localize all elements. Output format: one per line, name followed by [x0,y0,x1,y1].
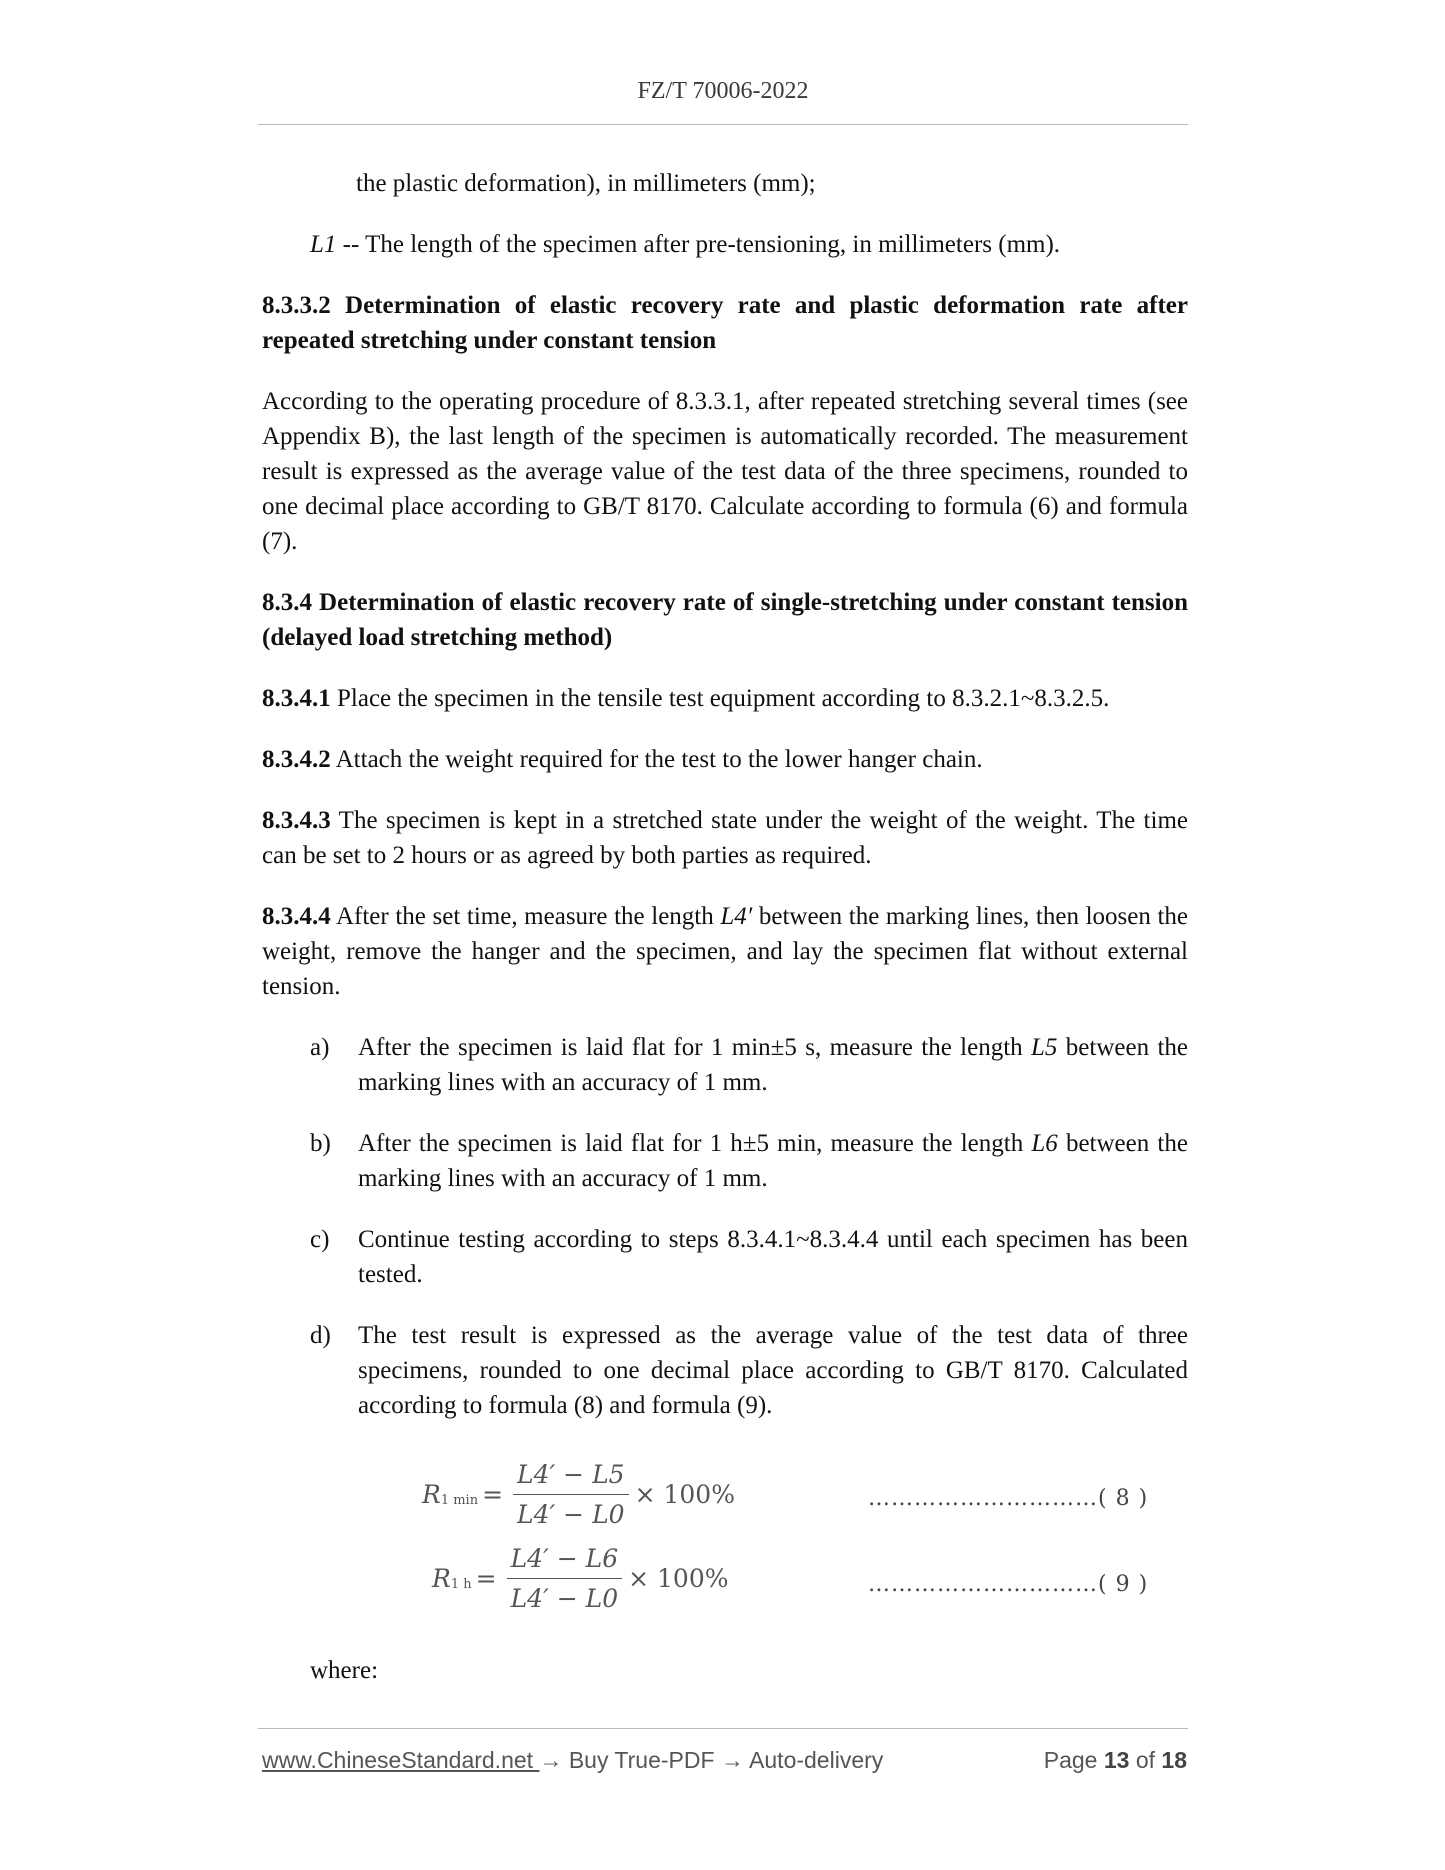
leader-dots: ………………………… [868,1486,1098,1511]
formula-lhs: R [422,1480,441,1509]
list-text: The test result is expressed as the average value of the test data of three specimens, rounded to one decimal place according to GB/T 8170. Calculated according to formula (8) and formula (9). [358,1322,1188,1419]
fraction [513,1457,629,1532]
formula-lhs-subscript: 1 min [440,1493,479,1508]
list-marker: a) [310,1034,330,1061]
formula-9 [432,1541,728,1616]
delivery-text: Auto-delivery [743,1747,884,1773]
equals-sign: = [482,1480,504,1509]
numerator: L4′ − L6 [507,1541,623,1579]
arrow-right-icon: → [720,1747,744,1773]
heading-8-3-4: 8.3.4 Determination of elastic recovery rate of single-stretching under constant tension (delayed load stretching method) [262,589,1188,651]
formula-block [262,1449,1188,1639]
l5-symbol: L5 [1031,1034,1058,1061]
formula-number: ( 8 ) [1098,1486,1149,1511]
multiplier: × 100% [628,1564,729,1593]
denominator: L4′ − L0 [517,1500,625,1529]
numerator: L4′ − L5 [513,1457,629,1495]
multiplier: × 100% [634,1480,735,1509]
buy-text: Buy True-PDF [562,1747,721,1773]
page-word: Page [1043,1747,1104,1773]
where-label: where: [310,1657,379,1684]
clause-number: 8.3.4.2 [262,746,331,773]
page-indicator [1044,1747,1187,1774]
footer-promo [262,1747,883,1774]
continuation-line: the plastic deformation), in millimeters (mm); [356,170,816,197]
formula-lhs-subscript: 1 h [450,1577,472,1592]
clause-text: Place the specimen in the tensile test equipment according to 8.3.2.1~8.3.2.5. [330,685,1110,712]
arrow-right-icon: → [539,1747,563,1773]
formula-8-leader [868,1481,1148,1516]
clause-8-3-4-2 [262,742,1188,777]
list-item [262,1222,1188,1292]
l1-symbol: L1 [310,231,337,258]
equals-sign: = [475,1564,497,1593]
list-text: between the marking lines with an accuracy of 1 mm. [358,1034,1188,1096]
formula-number: ( 9 ) [1098,1572,1149,1597]
page-content [262,166,1188,1639]
of-word: of [1129,1747,1162,1773]
list-marker: d) [310,1322,331,1349]
formula-lhs: R [432,1564,451,1593]
fraction [507,1541,623,1616]
list-text: After the specimen is laid flat for 1 min±5 s, measure the length [358,1034,1032,1061]
clause-text: The specimen is kept in a stretched state under the weight of the weight. The time can be set to 2 hours or as agreed by both parties as required. [262,807,1188,869]
l1-definition [262,227,1188,262]
denominator: L4′ − L0 [510,1584,619,1613]
l6-symbol: L6 [1031,1130,1058,1157]
clause-8-3-4-4 [262,899,1188,1004]
clause-number: 8.3.4.3 [262,807,331,834]
list-item [262,1126,1188,1196]
header-divider [258,124,1188,125]
clause-8-3-4-1 [262,681,1188,716]
document-code-header: FZ/T 70006-2022 [637,78,809,104]
formula-9-leader [868,1567,1148,1602]
list-marker: b) [310,1130,331,1157]
footer-divider [258,1728,1188,1729]
clause-number: 8.3.4.4 [262,903,331,930]
leader-dots: ………………………… [868,1572,1098,1597]
list-item [262,1318,1188,1423]
website-link[interactable]: www.ChineseStandard.net [262,1747,540,1773]
clause-number: 8.3.4.1 [262,685,331,712]
heading-8-3-3-2: 8.3.3.2 Determination of elastic recovery rate and plastic deformation rate after repeated stretching under constant tension [262,292,1188,354]
current-page: 13 [1103,1747,1130,1773]
list-text: Continue testing according to steps 8.3.4.1~8.3.4.4 until each specimen has been tested. [358,1226,1188,1288]
clause-text: Attach the weight required for the test to the lower hanger chain. [330,746,983,773]
l4-prime-symbol: L4′ [720,903,753,930]
paragraph-8-3-3-2: According to the operating procedure of 8.3.3.1, after repeated stretching several times (see Appendix B), the last length of the specimen is automatically recorded. The measurement result is expressed as the average value of the test data of the three specimens, rounded to one decimal place according to GB/T 8170. Calculate according to formula (6) and formula (7). [262,388,1188,555]
formula-8 [422,1457,735,1532]
list-text: between the marking lines with an accuracy of 1 mm. [358,1130,1188,1192]
clause-text: between the marking lines, then loosen the weight, remove the hanger and the specimen, and lay the specimen flat without external tension. [262,903,1189,1000]
list-item [262,1030,1188,1100]
l1-text: -- The length of the specimen after pre-tensioning, in millimeters (mm). [336,231,1061,258]
total-pages: 18 [1161,1747,1187,1773]
step-list [262,1030,1188,1423]
list-text: After the specimen is laid flat for 1 h±5 min, measure the length [358,1130,1032,1157]
list-marker: c) [310,1226,330,1253]
clause-8-3-4-3 [262,803,1188,873]
clause-text: After the set time, measure the length [330,903,721,930]
